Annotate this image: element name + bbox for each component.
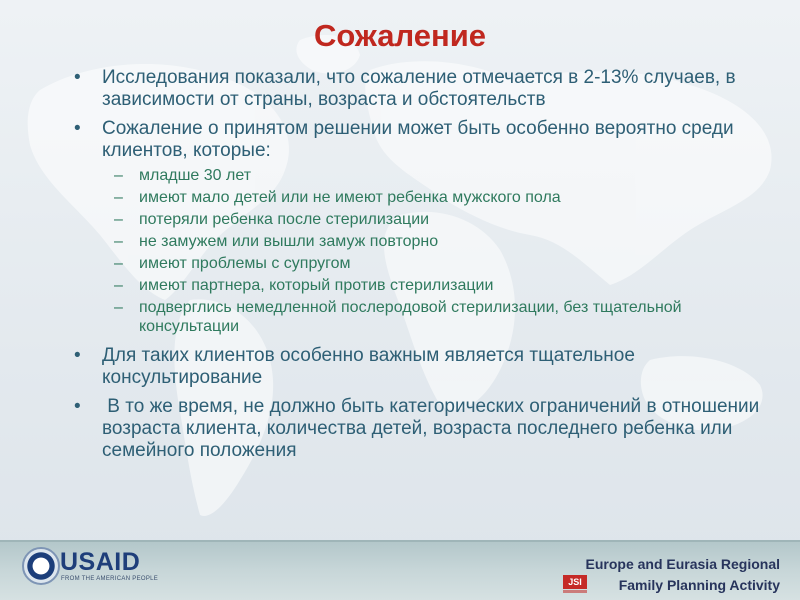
bullet-item — [74, 118, 764, 162]
sub-bullet-item — [114, 276, 764, 295]
sub-bullet-item — [114, 188, 764, 207]
footer-region-text: Europe and Eurasia Regional — [585, 556, 780, 572]
bullet-text: Исследования показали, что сожаление отмечается в 2-13% случаев, в зависимости от страны, возраста и обстоятельств — [102, 67, 736, 110]
sub-bullet-item — [114, 254, 764, 273]
footer-activity-text: Family Planning Activity — [618, 577, 780, 593]
bullet-text: Для таких клиентов особенно важным является тщательное консультирование — [102, 345, 635, 388]
footer-divider — [0, 540, 800, 542]
sub-bullet-text: имеют мало детей или не имеют ребенка мужского пола — [139, 189, 561, 206]
usaid-logo-text: USAID — [60, 548, 141, 576]
bullet-text: В то же время, не должно быть категорических ограничений в отношении возраста клиента, количества детей, возраста последнего ребенка или семейного положения — [102, 396, 765, 461]
usaid-tagline: FROM THE AMERICAN PEOPLE — [61, 576, 159, 582]
usaid-seal-icon — [22, 547, 60, 585]
dash-mark: – — [114, 233, 123, 250]
slide-title: Сожаление — [313, 18, 487, 53]
bullet-mark: • — [74, 118, 81, 139]
sub-bullet-item — [114, 232, 764, 251]
bullet-item — [74, 396, 764, 462]
bullet-mark: • — [74, 345, 81, 366]
dash-mark: – — [114, 299, 123, 316]
dash-mark: – — [114, 211, 123, 228]
sub-bullet-item — [114, 210, 764, 229]
dash-mark: – — [114, 189, 123, 206]
sub-bullet-text: потеряли ребенка после стерилизации — [139, 211, 430, 228]
sub-bullet-text: имеют партнера, который против стерилизации — [139, 277, 494, 294]
bullet-item — [74, 67, 764, 111]
jsi-logo-icon: JSI — [563, 575, 587, 589]
sub-bullet-text: подверглись немедленной послеродовой стерилизации, без тщательной консультации — [139, 299, 682, 335]
sub-bullet-list — [114, 166, 764, 336]
bullet-mark: • — [74, 67, 81, 88]
sub-bullet-item — [114, 298, 764, 336]
sub-bullet-item — [114, 166, 764, 185]
bullet-mark: • — [74, 396, 81, 417]
jsi-logo-underline — [563, 590, 587, 593]
sub-bullet-text: имеют проблемы с супругом — [139, 255, 351, 272]
dash-mark: – — [114, 167, 123, 184]
dash-mark: – — [114, 277, 123, 294]
slide-content — [74, 67, 764, 469]
bullet-item — [74, 345, 764, 389]
dash-mark: – — [114, 255, 123, 272]
sub-bullet-text: не замужем или вышли замуж повторно — [139, 233, 439, 250]
sub-bullet-text: младше 30 лет — [139, 167, 252, 184]
bullet-text: Сожаление о принятом решении может быть особенно вероятно среди клиентов, которые: — [102, 118, 734, 161]
